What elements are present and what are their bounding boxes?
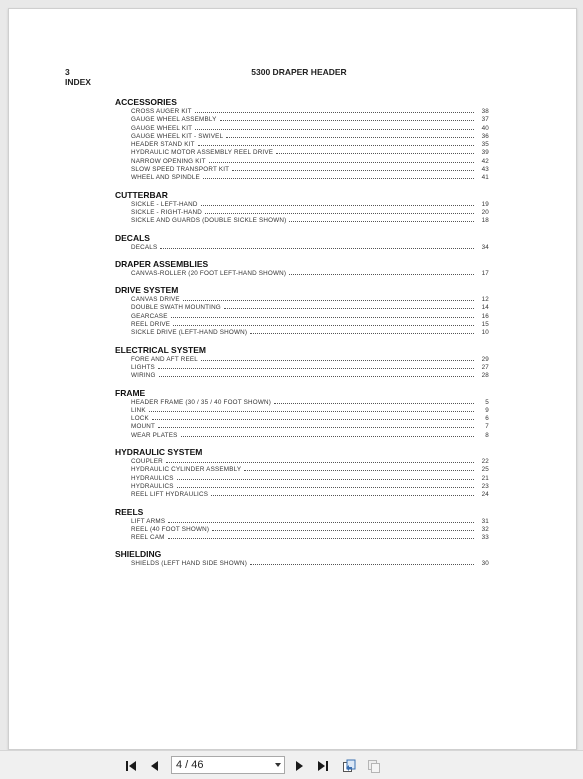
dot-leader xyxy=(166,461,474,463)
first-page-icon xyxy=(124,759,138,773)
toc-entry[interactable] xyxy=(131,415,489,423)
navigation-toolbar xyxy=(0,750,583,779)
dot-leader xyxy=(152,418,474,420)
toc-entry-label: REEL DRIVE xyxy=(131,321,171,329)
toc-entry-label: LIFT ARMS xyxy=(131,517,166,525)
toc-entry[interactable] xyxy=(131,166,489,174)
toc-entry-page: 14 xyxy=(481,304,489,312)
toc-entry[interactable] xyxy=(131,432,489,440)
toc-entry-label: SHIELDS (LEFT HAND SIDE SHOWN) xyxy=(131,560,248,568)
page-number: 3 xyxy=(65,67,70,77)
toc-entry-page: 42 xyxy=(481,157,489,165)
toc-entry[interactable] xyxy=(131,491,489,499)
dot-leader xyxy=(168,537,474,539)
toc-entry[interactable] xyxy=(131,217,489,225)
next-page-button[interactable] xyxy=(292,759,306,773)
dot-leader xyxy=(198,144,474,146)
toc-section-title: REELS xyxy=(115,506,144,517)
toc-entry-label: REEL LIFT HYDRAULICS xyxy=(131,491,209,499)
toc-entry-label: HEADER FRAME (30 / 35 / 40 FOOT SHOWN) xyxy=(131,398,272,406)
previous-page-button[interactable] xyxy=(148,759,162,773)
toc-entry-label: GAUGE WHEEL ASSEMBLY xyxy=(131,116,217,124)
toc-entry-page: 17 xyxy=(481,269,489,277)
dot-leader xyxy=(201,359,474,361)
toc-section-title: DRAPER ASSEMBLIES xyxy=(115,258,209,269)
toc-entry-label: GAUGE WHEEL KIT - SWIVEL xyxy=(131,132,224,140)
toc-entry-label: CANVAS-ROLLER (20 FOOT LEFT-HAND SHOWN) xyxy=(131,269,287,277)
toc-section xyxy=(115,190,489,226)
toc-entry-page: 41 xyxy=(481,174,489,182)
toc-entry-page: 31 xyxy=(481,517,489,525)
toc-entry-label: WEAR PLATES xyxy=(131,431,178,439)
dot-leader xyxy=(274,402,474,404)
toc-section xyxy=(115,388,489,440)
dot-leader xyxy=(211,494,474,496)
toc-entry-page: 10 xyxy=(481,329,489,337)
dot-leader xyxy=(250,563,474,565)
document-page xyxy=(8,8,577,750)
toc-entry[interactable] xyxy=(131,526,489,534)
toc-entry-page: 34 xyxy=(481,243,489,251)
toc-entry-page: 36 xyxy=(481,132,489,140)
toc-entry-page: 8 xyxy=(485,431,489,439)
toc-entry-page: 21 xyxy=(481,474,489,482)
toc-entry[interactable] xyxy=(131,321,489,329)
toc-entry-page: 24 xyxy=(481,491,489,499)
toc-entry-page: 6 xyxy=(485,415,489,423)
last-page-icon xyxy=(316,759,330,773)
toc-entry-page: 20 xyxy=(481,208,489,216)
toc-entry-page: 40 xyxy=(481,124,489,132)
toc-entry[interactable] xyxy=(131,244,489,252)
toc-entry-label: HYDRAULIC CYLINDER ASSEMBLY xyxy=(131,466,242,474)
dot-leader xyxy=(289,220,474,222)
toc-entry[interactable] xyxy=(131,356,489,364)
dot-leader xyxy=(183,299,474,301)
toc-entry[interactable] xyxy=(131,466,489,474)
dot-leader xyxy=(195,128,474,130)
previous-page-icon xyxy=(148,759,162,773)
toc-entry-label: REEL (40 FOOT SHOWN) xyxy=(131,525,210,533)
page-selector[interactable] xyxy=(171,756,285,774)
dot-leader xyxy=(220,119,474,121)
dot-leader xyxy=(209,161,474,163)
index-heading: INDEX xyxy=(65,77,91,87)
first-page-button[interactable] xyxy=(124,759,138,773)
copy-page-icon xyxy=(367,759,381,773)
toc-entry-label: WIRING xyxy=(131,372,156,380)
toc-entry-page: 18 xyxy=(481,217,489,225)
toc-entry-label: HYDRAULIC MOTOR ASSEMBLY REEL DRIVE xyxy=(131,149,274,157)
toc-entry-page: 38 xyxy=(481,108,489,115)
dot-leader xyxy=(276,152,474,154)
dot-leader xyxy=(158,426,474,428)
toc-entry-page: 7 xyxy=(485,423,489,431)
toc-entry[interactable] xyxy=(131,125,489,133)
toc-entry-label: LIGHTS xyxy=(131,363,155,371)
toc-entry-label: GAUGE WHEEL KIT xyxy=(131,124,193,132)
toc-section xyxy=(115,97,489,183)
toc-entry[interactable] xyxy=(131,108,489,116)
toc-entry[interactable] xyxy=(131,201,489,209)
toc-entry-page: 32 xyxy=(481,525,489,533)
dot-leader xyxy=(173,324,474,326)
toc-entry-label: COUPLER xyxy=(131,458,163,466)
toc-entry-label: CANVAS DRIVE xyxy=(131,296,180,304)
toc-entry-page: 25 xyxy=(481,466,489,474)
dot-leader xyxy=(195,111,474,113)
toc-entry-label: SICKLE AND GUARDS (DOUBLE SICKLE SHOWN) xyxy=(131,217,287,225)
toc-entry-page: 22 xyxy=(481,458,489,466)
toc-entry[interactable] xyxy=(131,141,489,149)
toc-entry[interactable] xyxy=(131,407,489,415)
toc-entry[interactable] xyxy=(131,158,489,166)
toc-entry-page: 15 xyxy=(481,321,489,329)
toc-entry-label: FORE AND AFT REEL xyxy=(131,355,198,363)
toc-entry-label: HYDRAULICS xyxy=(131,482,174,490)
dot-leader xyxy=(177,486,474,488)
export-page-button[interactable] xyxy=(342,759,356,773)
toc-entry-label: SICKLE DRIVE (LEFT-HAND SHOWN) xyxy=(131,329,248,337)
toc-section xyxy=(115,285,489,337)
dot-leader xyxy=(201,204,474,206)
toc-section xyxy=(115,507,489,543)
toc-entry-label: SICKLE - RIGHT-HAND xyxy=(131,208,202,216)
toc-entry-label: DECALS xyxy=(131,243,158,251)
toc-entry[interactable] xyxy=(131,399,489,407)
toc-entry-page: 5 xyxy=(485,398,489,406)
dot-leader xyxy=(203,177,474,179)
toc-entry-label: LINK xyxy=(131,406,146,414)
toc-entry[interactable] xyxy=(131,209,489,217)
toc-entry-page: 16 xyxy=(481,312,489,320)
toc-entry-page: 43 xyxy=(481,166,489,174)
toc-entry-label: REEL CAM xyxy=(131,534,165,542)
toc-entry-label: CROSS AUGER KIT xyxy=(131,108,192,115)
toc-section-title: ACCESSORIES xyxy=(115,97,177,107)
toc-entry[interactable] xyxy=(131,270,489,278)
toc-section xyxy=(115,549,489,568)
toc-entry-label: WHEEL AND SPINDLE xyxy=(131,174,200,182)
toc-entry[interactable] xyxy=(131,313,489,321)
toc-section-title: ELECTRICAL SYSTEM xyxy=(115,344,206,355)
dot-leader xyxy=(160,247,474,249)
dot-leader xyxy=(250,332,474,334)
toc-entry[interactable] xyxy=(131,483,489,491)
toc-entry-page: 35 xyxy=(481,141,489,149)
toc-section-title: CUTTERBAR xyxy=(115,189,168,200)
toc-section xyxy=(115,233,489,252)
table-of-contents xyxy=(115,97,489,576)
toc-entry-page: 30 xyxy=(481,560,489,568)
toc-entry[interactable] xyxy=(131,475,489,483)
dot-leader xyxy=(168,521,474,523)
toc-section xyxy=(115,447,489,499)
toc-entry[interactable] xyxy=(131,149,489,157)
toc-entry-label: HEADER STAND KIT xyxy=(131,141,195,149)
toc-entry[interactable] xyxy=(131,174,489,182)
dot-leader xyxy=(177,478,474,480)
toc-entry[interactable] xyxy=(131,329,489,337)
toc-entry-label: LOCK xyxy=(131,415,149,423)
toc-section-title: DRIVE SYSTEM xyxy=(115,285,179,296)
toc-entry-label: SICKLE - LEFT-HAND xyxy=(131,200,198,208)
toc-section-title: HYDRAULIC SYSTEM xyxy=(115,447,203,458)
next-page-icon xyxy=(292,759,306,773)
toc-entry-page: 33 xyxy=(481,534,489,542)
toc-entry[interactable] xyxy=(131,133,489,141)
toc-entry-page: 9 xyxy=(485,406,489,414)
toc-entry-label: DOUBLE SWATH MOUNTING xyxy=(131,304,221,312)
last-page-button[interactable] xyxy=(316,759,330,773)
dot-leader xyxy=(244,469,474,471)
toc-section xyxy=(115,259,489,278)
toc-entry-label: HYDRAULICS xyxy=(131,474,174,482)
toc-entry[interactable] xyxy=(131,518,489,526)
dot-leader xyxy=(181,435,474,437)
toc-entry-label: GEARCASE xyxy=(131,312,168,320)
toc-section xyxy=(115,345,489,381)
toc-entry[interactable] xyxy=(131,534,489,542)
document-title: 5300 DRAPER HEADER xyxy=(251,67,347,77)
chevron-down-icon xyxy=(275,763,281,767)
dot-leader xyxy=(212,529,474,531)
dot-leader xyxy=(232,169,474,171)
toc-entry-page: 28 xyxy=(481,372,489,380)
copy-page-button[interactable] xyxy=(367,759,381,773)
dot-leader xyxy=(149,410,474,412)
toc-entry-page: 19 xyxy=(481,200,489,208)
toc-entry[interactable] xyxy=(131,560,489,568)
toc-entry[interactable] xyxy=(131,458,489,466)
toc-entry-page: 29 xyxy=(481,355,489,363)
dot-leader xyxy=(289,273,474,275)
export-page-icon xyxy=(342,759,356,773)
toc-entry-label: SLOW SPEED TRANSPORT KIT xyxy=(131,166,230,174)
dot-leader xyxy=(159,375,474,377)
toc-entry-page: 27 xyxy=(481,363,489,371)
toc-entry[interactable] xyxy=(131,304,489,312)
toc-entry[interactable] xyxy=(131,364,489,372)
dot-leader xyxy=(205,212,474,214)
page-indicator: 4 / 46 xyxy=(176,759,204,771)
toc-entry[interactable] xyxy=(131,423,489,431)
toc-section-title: SHIELDING xyxy=(115,549,162,560)
dot-leader xyxy=(158,367,474,369)
toc-section-title: FRAME xyxy=(115,387,146,398)
toc-entry-label: MOUNT xyxy=(131,423,156,431)
dot-leader xyxy=(224,307,474,309)
toc-entry-page: 39 xyxy=(481,149,489,157)
toc-section-title: DECALS xyxy=(115,232,150,243)
toc-entry-page: 37 xyxy=(481,116,489,124)
toc-entry[interactable] xyxy=(131,116,489,124)
toc-entry[interactable] xyxy=(131,372,489,380)
toc-entry-label: NARROW OPENING KIT xyxy=(131,157,206,165)
toc-entry[interactable] xyxy=(131,296,489,304)
dot-leader xyxy=(226,136,474,138)
toc-entry-page: 23 xyxy=(481,482,489,490)
dot-leader xyxy=(171,316,474,318)
toc-entry-page: 12 xyxy=(481,296,489,304)
